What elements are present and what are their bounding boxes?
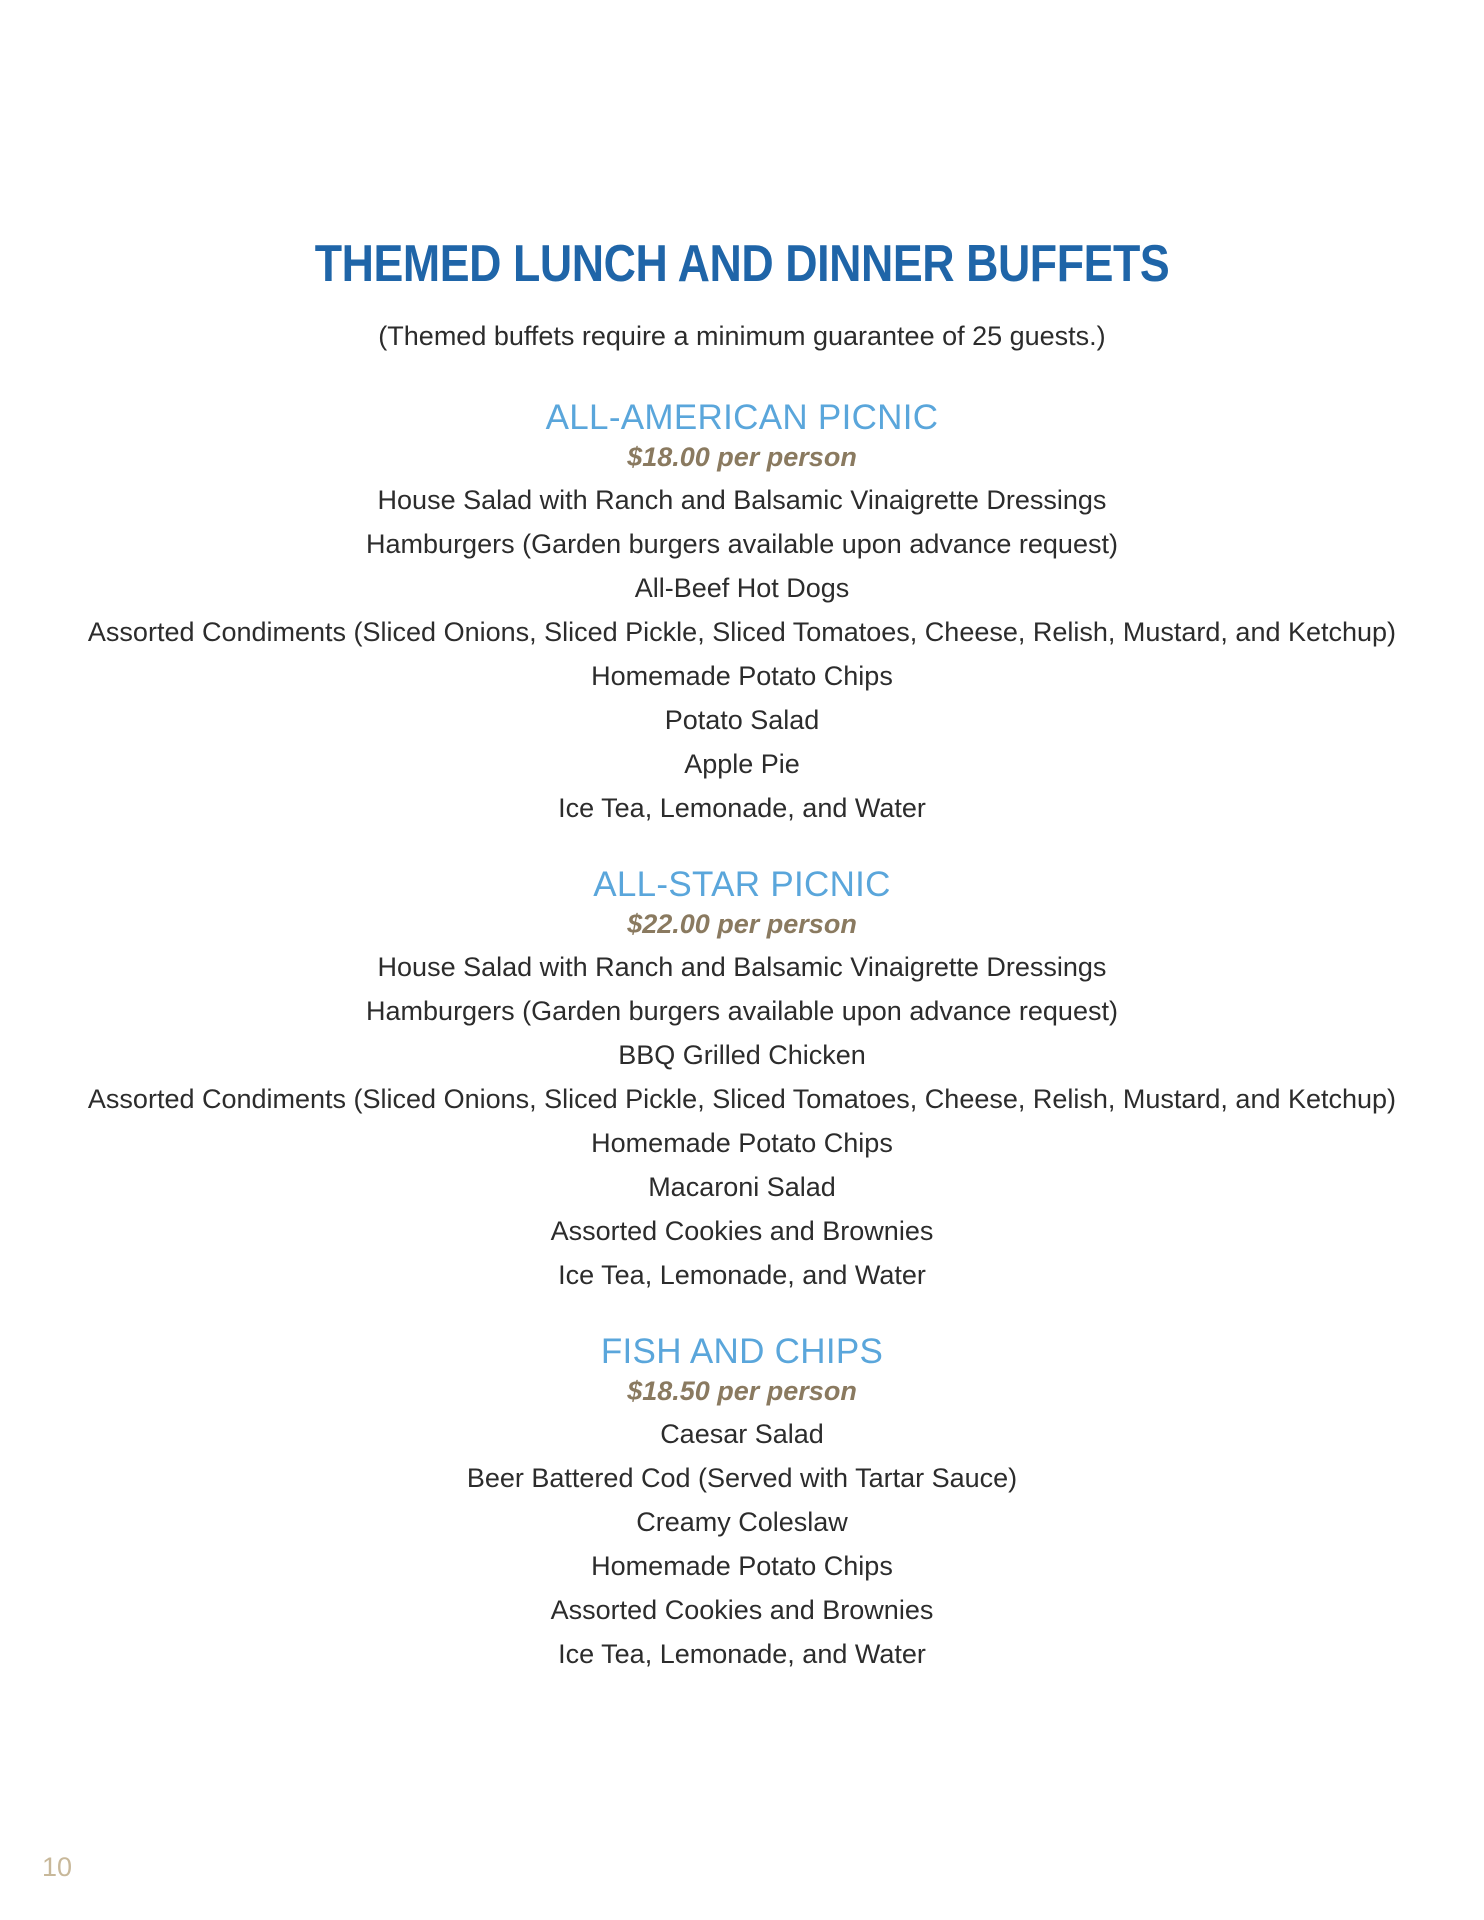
page-number: 10 bbox=[42, 1852, 73, 1882]
section-price: $18.00 per person bbox=[627, 442, 857, 472]
menu-item: All-Beef Hot Dogs bbox=[634, 573, 850, 603]
buffet-section-all-star-picnic bbox=[0, 863, 1484, 1297]
menu-item: Beer Battered Cod (Served with Tartar Sauce) bbox=[466, 1463, 1018, 1493]
menu-item: BBQ Grilled Chicken bbox=[618, 1040, 866, 1070]
section-price: $18.50 per person bbox=[627, 1376, 857, 1406]
page-title: THEMED LUNCH AND DINNER BUFFETS bbox=[314, 235, 1170, 293]
menu-item: Ice Tea, Lemonade, and Water bbox=[558, 1260, 926, 1290]
menu-item: Creamy Coleslaw bbox=[636, 1507, 848, 1537]
page-subtitle: (Themed buffets require a minimum guarantee of 25 guests.) bbox=[378, 321, 1106, 351]
menu-item: Homemade Potato Chips bbox=[591, 661, 893, 691]
menu-item: House Salad with Ranch and Balsamic Vinaigrette Dressings bbox=[377, 485, 1107, 515]
menu-item: Ice Tea, Lemonade, and Water bbox=[558, 1639, 926, 1669]
menu-item: Caesar Salad bbox=[660, 1419, 824, 1449]
menu-item: Apple Pie bbox=[684, 749, 800, 779]
menu-item: Assorted Cookies and Brownies bbox=[550, 1595, 934, 1625]
menu-item: Macaroni Salad bbox=[648, 1172, 836, 1202]
menu-item: Hamburgers (Garden burgers available upon advance request) bbox=[366, 996, 1118, 1026]
menu-item: Homemade Potato Chips bbox=[591, 1128, 893, 1158]
menu-item: Ice Tea, Lemonade, and Water bbox=[558, 793, 926, 823]
menu-item: House Salad with Ranch and Balsamic Vinaigrette Dressings bbox=[377, 952, 1107, 982]
menu-item: Assorted Condiments (Sliced Onions, Sliced Pickle, Sliced Tomatoes, Cheese, Relish, Mustard, and Ketchup) bbox=[87, 617, 1397, 647]
section-title: ALL-STAR PICNIC bbox=[593, 865, 891, 904]
menu-item: Homemade Potato Chips bbox=[591, 1551, 893, 1581]
section-title: FISH AND CHIPS bbox=[600, 1332, 884, 1371]
buffet-section-all-american-picnic bbox=[0, 396, 1484, 830]
buffet-section-fish-and-chips bbox=[0, 1330, 1484, 1676]
menu-item: Potato Salad bbox=[664, 705, 820, 735]
menu-item: Assorted Cookies and Brownies bbox=[550, 1216, 934, 1246]
menu-item: Assorted Condiments (Sliced Onions, Sliced Pickle, Sliced Tomatoes, Cheese, Relish, Mustard, and Ketchup) bbox=[87, 1084, 1397, 1114]
section-price: $22.00 per person bbox=[627, 909, 857, 939]
section-title: ALL-AMERICAN PICNIC bbox=[545, 398, 939, 437]
menu-item: Hamburgers (Garden burgers available upon advance request) bbox=[366, 529, 1118, 559]
